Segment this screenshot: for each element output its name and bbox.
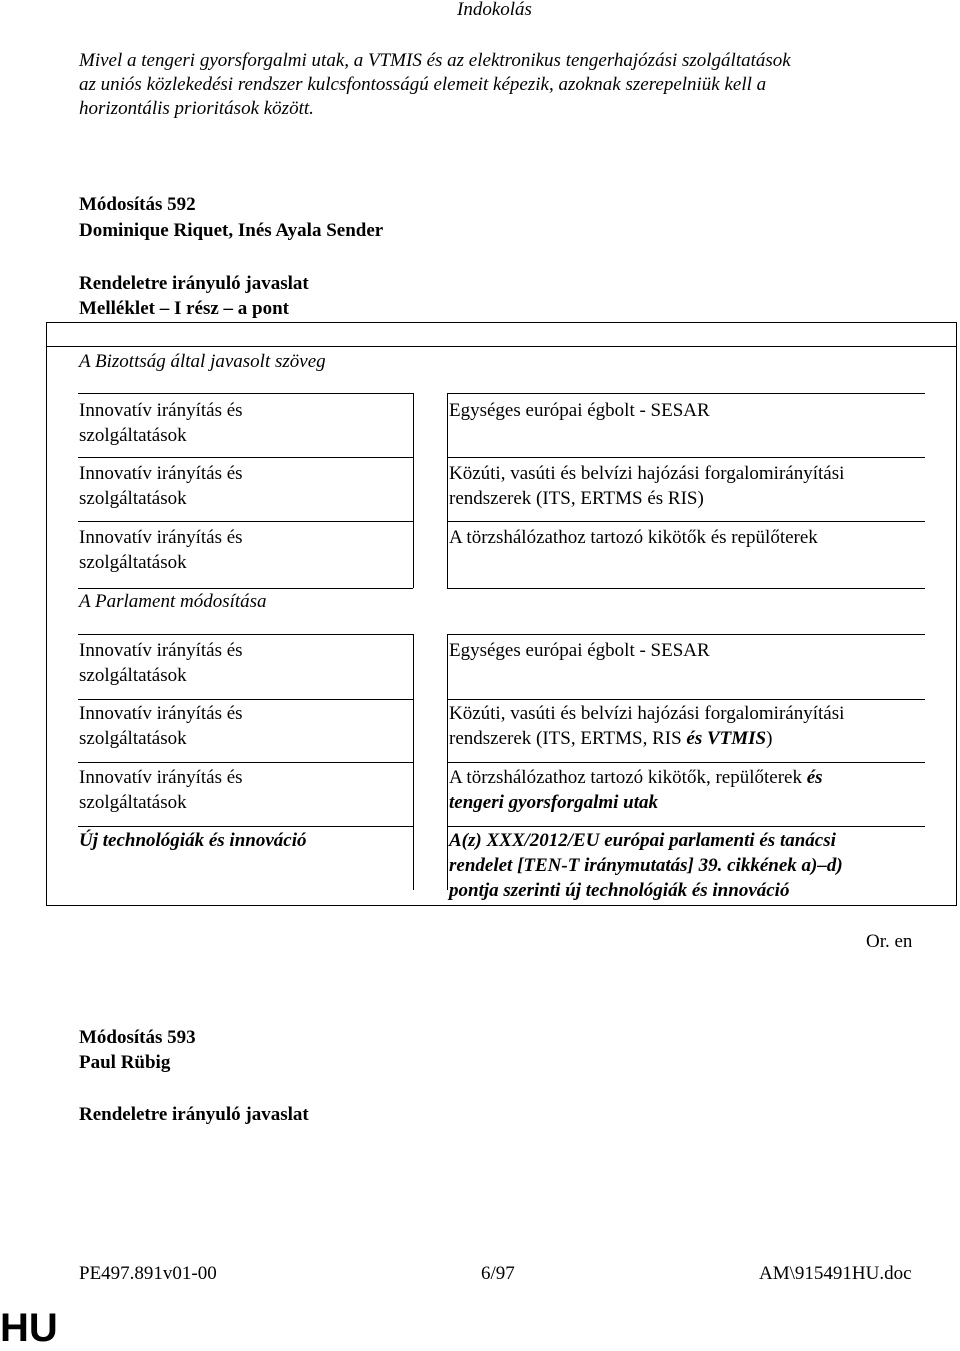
row-divider — [447, 521, 925, 522]
text-run: A törzshálózathoz tartozó kikötők, repülőterek — [449, 767, 807, 788]
table-header-border — [46, 346, 957, 347]
left-cell-line: Innovatív irányítás és — [79, 527, 243, 548]
left-cell-line: Innovatív irányítás és — [79, 703, 243, 724]
column-divider — [447, 634, 448, 890]
text-run: rendszerek (ITS, ERTMS, RIS — [449, 728, 687, 749]
inserted-text: és — [806, 767, 823, 788]
amendment-authors: Paul Rübig — [79, 1052, 171, 1073]
left-cell-line: szolgáltatások — [79, 488, 187, 509]
right-cell-line: rendszerek (ITS, ERTMS és RIS) — [449, 488, 704, 509]
row-divider — [447, 588, 925, 589]
right-cell-line: Egységes európai égbolt - SESAR — [449, 640, 710, 661]
inserted-left-cell: Új technológiák és innováció — [79, 830, 307, 851]
left-cell-line: Innovatív irányítás és — [79, 640, 243, 661]
inserted-text: A(z) XXX/2012/EU európai parlamenti és tanácsi — [449, 830, 836, 851]
left-cell-line: Innovatív irányítás és — [79, 463, 243, 484]
left-cell-line: Innovatív irányítás és — [79, 400, 243, 421]
column-divider — [447, 393, 448, 588]
footer-document-id: AM\915491HU.doc — [759, 1263, 912, 1284]
right-cell-line — [449, 766, 823, 790]
proposal-title: Rendeletre irányuló javaslat — [79, 1104, 309, 1125]
table-bottom-border — [46, 905, 957, 906]
proposal-title: Rendeletre irányuló javaslat — [79, 273, 309, 294]
language-code: HU — [0, 1306, 58, 1350]
amendment-authors: Dominique Riquet, Inés Ayala Sender — [79, 220, 384, 241]
justification-line-1: Mivel a tengeri gyorsforgalmi utak, a VTMIS és az elektronikus tengerhajózási szolgáltatások — [79, 50, 791, 71]
inserted-text: és VTMIS — [686, 728, 767, 749]
footer-reference: PE497.891v01-00 — [79, 1263, 217, 1284]
amendment-number: Módosítás 592 — [79, 194, 196, 215]
row-divider — [78, 699, 413, 700]
row-divider — [78, 634, 413, 635]
row-divider — [78, 826, 413, 827]
row-divider — [447, 393, 925, 394]
row-divider — [78, 521, 413, 522]
table-right-border — [956, 322, 957, 906]
text-run: ) — [766, 728, 773, 749]
row-divider — [447, 634, 925, 635]
row-divider — [447, 762, 925, 763]
row-divider — [78, 393, 413, 394]
left-cell-line: szolgáltatások — [79, 552, 187, 573]
row-divider — [78, 762, 413, 763]
left-cell-line: szolgáltatások — [79, 728, 187, 749]
right-cell-line: A törzshálózathoz tartozó kikötők és repülőterek — [449, 527, 818, 548]
inserted-text: tengeri gyorsforgalmi utak — [449, 792, 659, 813]
row-divider — [78, 588, 413, 589]
column-divider — [413, 393, 414, 588]
parliament-amendment-heading: A Parlament módosítása — [79, 591, 267, 612]
table-left-border — [46, 322, 47, 906]
left-cell-line: Innovatív irányítás és — [79, 767, 243, 788]
inserted-text: pontja szerinti új technológiák és innováció — [449, 880, 790, 901]
table-top-border — [46, 322, 957, 323]
left-cell-line: szolgáltatások — [79, 665, 187, 686]
row-divider — [447, 457, 925, 458]
row-divider — [447, 826, 925, 827]
justification-line-3: horizontális prioritások között. — [79, 98, 314, 119]
inserted-text: rendelet [TEN-T iránymutatás] 39. cikkének a)–d) — [449, 855, 843, 876]
original-language: Or. en — [866, 931, 913, 952]
right-cell-line — [449, 727, 772, 751]
justification-line-2: az uniós közlekedési rendszer kulcsfontosságú elemeit képezik, azoknak szerepelniük kell a — [79, 74, 767, 95]
row-divider — [78, 457, 413, 458]
commission-text-heading: A Bizottság által javasolt szöveg — [79, 351, 326, 372]
footer-page-number: 6/97 — [481, 1263, 515, 1284]
right-cell-line: Közúti, vasúti és belvízi hajózási forgalomirányítási — [449, 463, 845, 484]
amendment-reference: Melléklet – I rész – a pont — [79, 298, 290, 319]
column-divider — [413, 634, 414, 890]
justification-title: Indokolás — [457, 0, 532, 20]
right-cell-line: Közúti, vasúti és belvízi hajózási forgalomirányítási — [449, 703, 845, 724]
left-cell-line: szolgáltatások — [79, 425, 187, 446]
right-cell-line: Egységes európai égbolt - SESAR — [449, 400, 710, 421]
row-divider — [447, 699, 925, 700]
amendment-number: Módosítás 593 — [79, 1027, 196, 1048]
left-cell-line: szolgáltatások — [79, 792, 187, 813]
